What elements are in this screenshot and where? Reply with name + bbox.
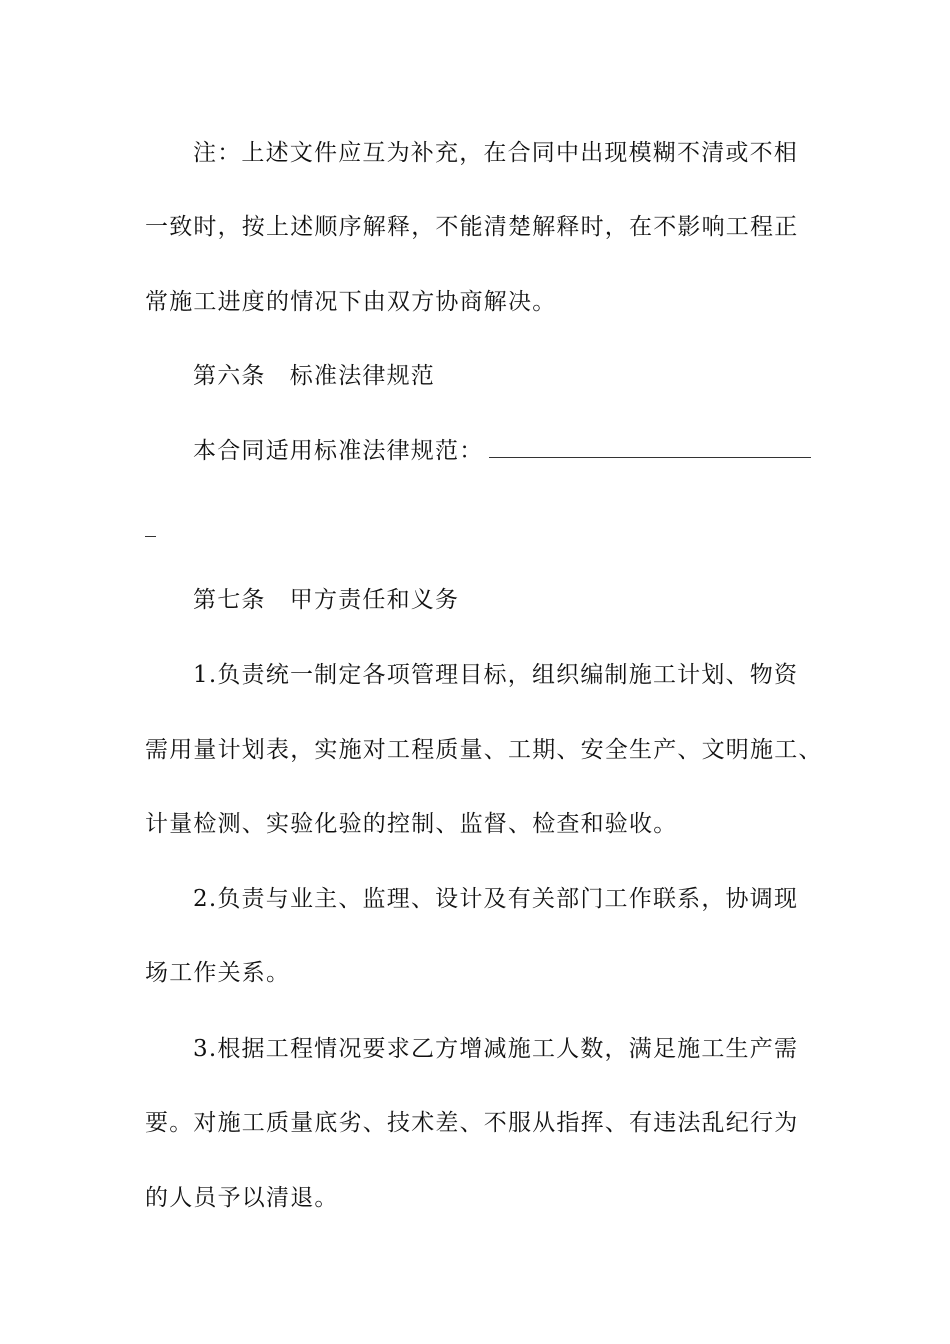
item-1-line-1: 1.负责统一制定各项管理目标，组织编制施工计划、物资: [193, 662, 799, 688]
item-3-line-3: 的人员予以清退。: [145, 1185, 339, 1211]
article-6-heading: 第六条 标准法律规范: [193, 363, 435, 389]
item-3-line-1: 3.根据工程情况要求乙方增减施工人数，满足施工生产需: [193, 1036, 799, 1062]
article-7-heading: 第七条 甲方责任和义务: [193, 587, 460, 613]
note-paragraph-line-3: 常施工进度的情况下由双方协商解决。: [145, 289, 557, 315]
item-2-line-1: 2.负责与业主、监理、设计及有关部门工作联系，协调现: [193, 886, 799, 912]
standards-fill-blank-continuation: [145, 536, 156, 537]
item-1-line-3: 计量检测、实验化验的控制、监督、检查和验收。: [145, 811, 678, 837]
item-1-line-2: 需用量计划表，实施对工程质量、工期、安全生产、文明施工、: [145, 737, 823, 763]
item-3-line-2: 要。对施工质量底劣、技术差、不服从指挥、有违法乱纪行为: [145, 1110, 799, 1136]
standards-clause-label: 本合同适用标准法律规范：: [193, 438, 484, 464]
item-2-line-2: 场工作关系。: [145, 960, 291, 986]
standards-clause: [193, 436, 873, 466]
note-paragraph-line-2: 一致时，按上述顺序解释，不能清楚解释时，在不影响工程正: [145, 214, 799, 240]
standards-fill-blank: [489, 437, 811, 458]
note-paragraph-line-1: 注：上述文件应互为补充，在合同中出现模糊不清或不相: [193, 140, 798, 166]
